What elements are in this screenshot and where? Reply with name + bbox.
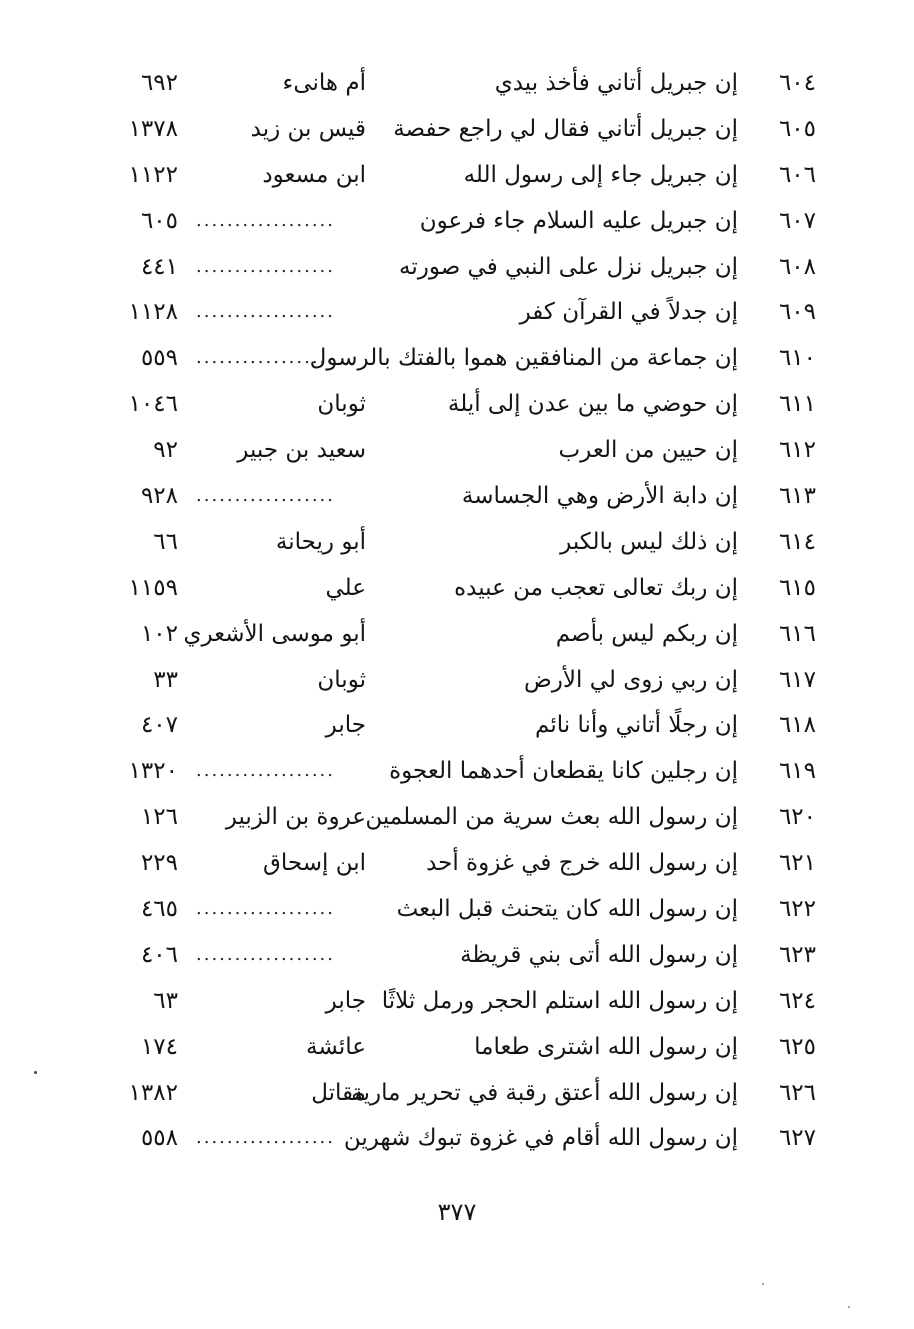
entry-page-ref: ٥٥٩ [140,345,178,372]
entry-page-ref: ٤٤١ [140,253,178,280]
dot-leader: .................. [196,485,335,507]
entry-page-ref: ١١٢٨ [128,299,178,326]
entry-page-ref: ١٣٨٢ [128,1079,178,1106]
entry-title: إن رسول الله كان يتحنث قبل البعث [396,896,738,923]
index-entry [0,106,914,152]
entry-number: ٦١٣ [778,483,816,510]
entry-narrator: أم هانىء [282,70,366,96]
entry-number: ٦١٤ [778,528,816,555]
index-entry [0,565,914,611]
entry-number: ٦٠٥ [778,115,816,142]
entry-narrator: ابن إسحاق [263,850,366,877]
dot-leader: .................. [196,943,335,965]
entry-page-ref: ٩٢٨ [140,483,178,510]
entry-number: ٦٢٤ [778,987,816,1014]
index-entry [0,978,914,1024]
entry-title: إن رسول الله استلم الحجر ورمل ثلاثًا [381,987,738,1014]
index-entry [0,657,914,703]
entry-number: ٦٢٢ [778,896,816,923]
entry-number: ٦١٠ [778,345,816,372]
entry-title: إن ربي زوى لي الأرض [523,666,738,693]
entry-narrator: علي [325,574,366,601]
index-entry [0,794,914,840]
index-entry [0,335,914,381]
entry-title: إن جماعة من المنافقين هموا بالفتك بالرسول [309,345,738,372]
entry-narrator: جابر [325,987,366,1014]
entry-title: إن جبريل أتاني فقال لي راجع حفصة [393,115,738,142]
index-entry [0,427,914,473]
entry-title: إن جبريل جاء إلى رسول الله [463,161,738,188]
index-entry [0,840,914,886]
entry-page-ref: ١٠٤٦ [128,391,178,418]
entry-number: ٦١٥ [778,574,816,601]
index-entry [0,289,914,335]
entry-page-ref: ١٢٦ [140,804,178,831]
entry-number: ٦١١ [778,391,816,418]
entry-title: إن رسول الله خرج في غزوة أحد [426,850,738,877]
entry-title: إن رسول الله أقام في غزوة تبوك شهرين [343,1125,738,1152]
entry-narrator: سعيد بن جبير [237,437,366,464]
entry-title: إن رجلًا أتاني وأنا نائم [535,712,738,739]
entry-number: ٦١٧ [778,666,816,693]
entry-number: ٦٠٨ [778,253,816,280]
entry-title: إن ربكم ليس بأصم [555,620,738,647]
entry-title: إن رسول الله بعث سرية من المسلمين [365,804,738,831]
index-entry [0,611,914,657]
index-entry [0,1070,914,1116]
entry-page-ref: ١٣٢٠ [128,758,178,785]
dot-leader: .................. [196,255,335,277]
entry-page-ref: ٤٠٦ [140,941,178,968]
entry-page-ref: ٦٣ [153,987,178,1014]
entry-title: إن ذلك ليس بالكبر [560,528,738,555]
entry-page-ref: ١١٢٢ [128,161,178,188]
entry-page-ref: ١٣٧٨ [128,115,178,142]
index-entry [0,198,914,244]
entry-page-ref: ١٠٢ [140,620,178,647]
entry-narrator: جابر [325,712,366,739]
entry-number: ٦٠٦ [778,161,816,188]
entry-narrator: ثوبان [317,391,366,418]
entry-page-ref: ٦٦ [153,528,178,555]
index-entry [0,886,914,932]
index-entry [0,748,914,794]
dot-leader: .................. [196,1127,335,1149]
entry-title: إن رسول الله اشترى طعاما [474,1033,738,1060]
entry-narrator: عائشة [306,1033,366,1060]
entry-number: ٦١٩ [778,758,816,785]
entry-page-ref: ٢٢٩ [140,850,178,877]
index-entry [0,381,914,427]
entry-narrator: قيس بن زيد [250,115,366,142]
index-entry [0,519,914,565]
entry-page-ref: ٥٥٨ [140,1125,178,1152]
entry-page-ref: ١٧٤ [140,1033,178,1060]
page-number: ٣٧٧ [437,1198,477,1226]
dot-leader: .................. [196,898,335,920]
entry-number: ٦١٢ [778,437,816,464]
dot-leader: .................. [196,760,335,782]
entry-number: ٦٢٠ [778,804,816,831]
entry-title: إن جبريل أتاني فأخذ بيدي [494,70,738,96]
entry-page-ref: ٤٠٧ [140,712,178,739]
entry-title: إن حيين من العرب [558,437,738,464]
dot-leader: .................. [196,347,335,369]
entry-narrator: ابن مسعود [262,161,366,188]
index-entry [0,60,914,106]
index-entry [0,932,914,978]
entry-narrator: أبو موسى الأشعري [183,620,366,647]
entry-number: ٦٠٤ [778,70,816,96]
entry-title: إن رجلين كانا يقطعان أحدهما العجوة [389,758,738,785]
entry-page-ref: ٦٩٢ [140,70,178,96]
index-entry [0,152,914,198]
index-entry [0,244,914,290]
index-entry [0,1024,914,1070]
entry-title: إن رسول الله أتى بني قريظة [460,941,738,968]
entry-page-ref: ١١٥٩ [128,574,178,601]
entry-title: إن رسول الله أعتق رقبة في تحرير مارية [351,1079,738,1106]
entry-number: ٦٠٩ [778,299,816,326]
entry-number: ٦١٨ [778,712,816,739]
scan-speck [34,1071,37,1074]
index-entry [0,702,914,748]
entry-title: إن جبريل عليه السلام جاء فرعون [419,207,738,234]
entry-number: ٦٢٣ [778,941,816,968]
entry-title: إن حوضي ما بين عدن إلى أيلة [447,391,738,418]
entry-title: إن جدلاً في القرآن كفر [519,299,738,326]
entry-number: ٦٢٦ [778,1079,816,1106]
entry-title: إن دابة الأرض وهي الجساسة [461,483,738,510]
dot-leader: .................. [196,209,335,231]
entry-number: ٦٢٧ [778,1125,816,1152]
index-entry [0,1115,914,1161]
entry-number: ٦١٦ [778,620,816,647]
entry-number: ٦٢٥ [778,1033,816,1060]
entry-title: إن جبريل نزل على النبي في صورته [399,253,738,280]
entry-narrator: أبو ريحانة [275,528,366,555]
index-list [0,60,914,1161]
scan-speck [848,1306,850,1308]
scan-speck [762,1283,764,1285]
entry-page-ref: ٣٣ [153,666,178,693]
entry-number: ٦٢١ [778,850,816,877]
index-entry [0,473,914,519]
entry-narrator: مقاتل [311,1079,366,1106]
entry-page-ref: ٩٢ [153,437,178,464]
entry-number: ٦٠٧ [778,207,816,234]
entry-title: إن ربك تعالى تعجب من عبيده [454,574,738,601]
entry-narrator: ثوبان [317,666,366,693]
entry-page-ref: ٦٠٥ [140,207,178,234]
dot-leader: .................. [196,301,335,323]
entry-narrator: عروة بن الزبير [225,804,366,831]
entry-page-ref: ٤٦٥ [140,896,178,923]
